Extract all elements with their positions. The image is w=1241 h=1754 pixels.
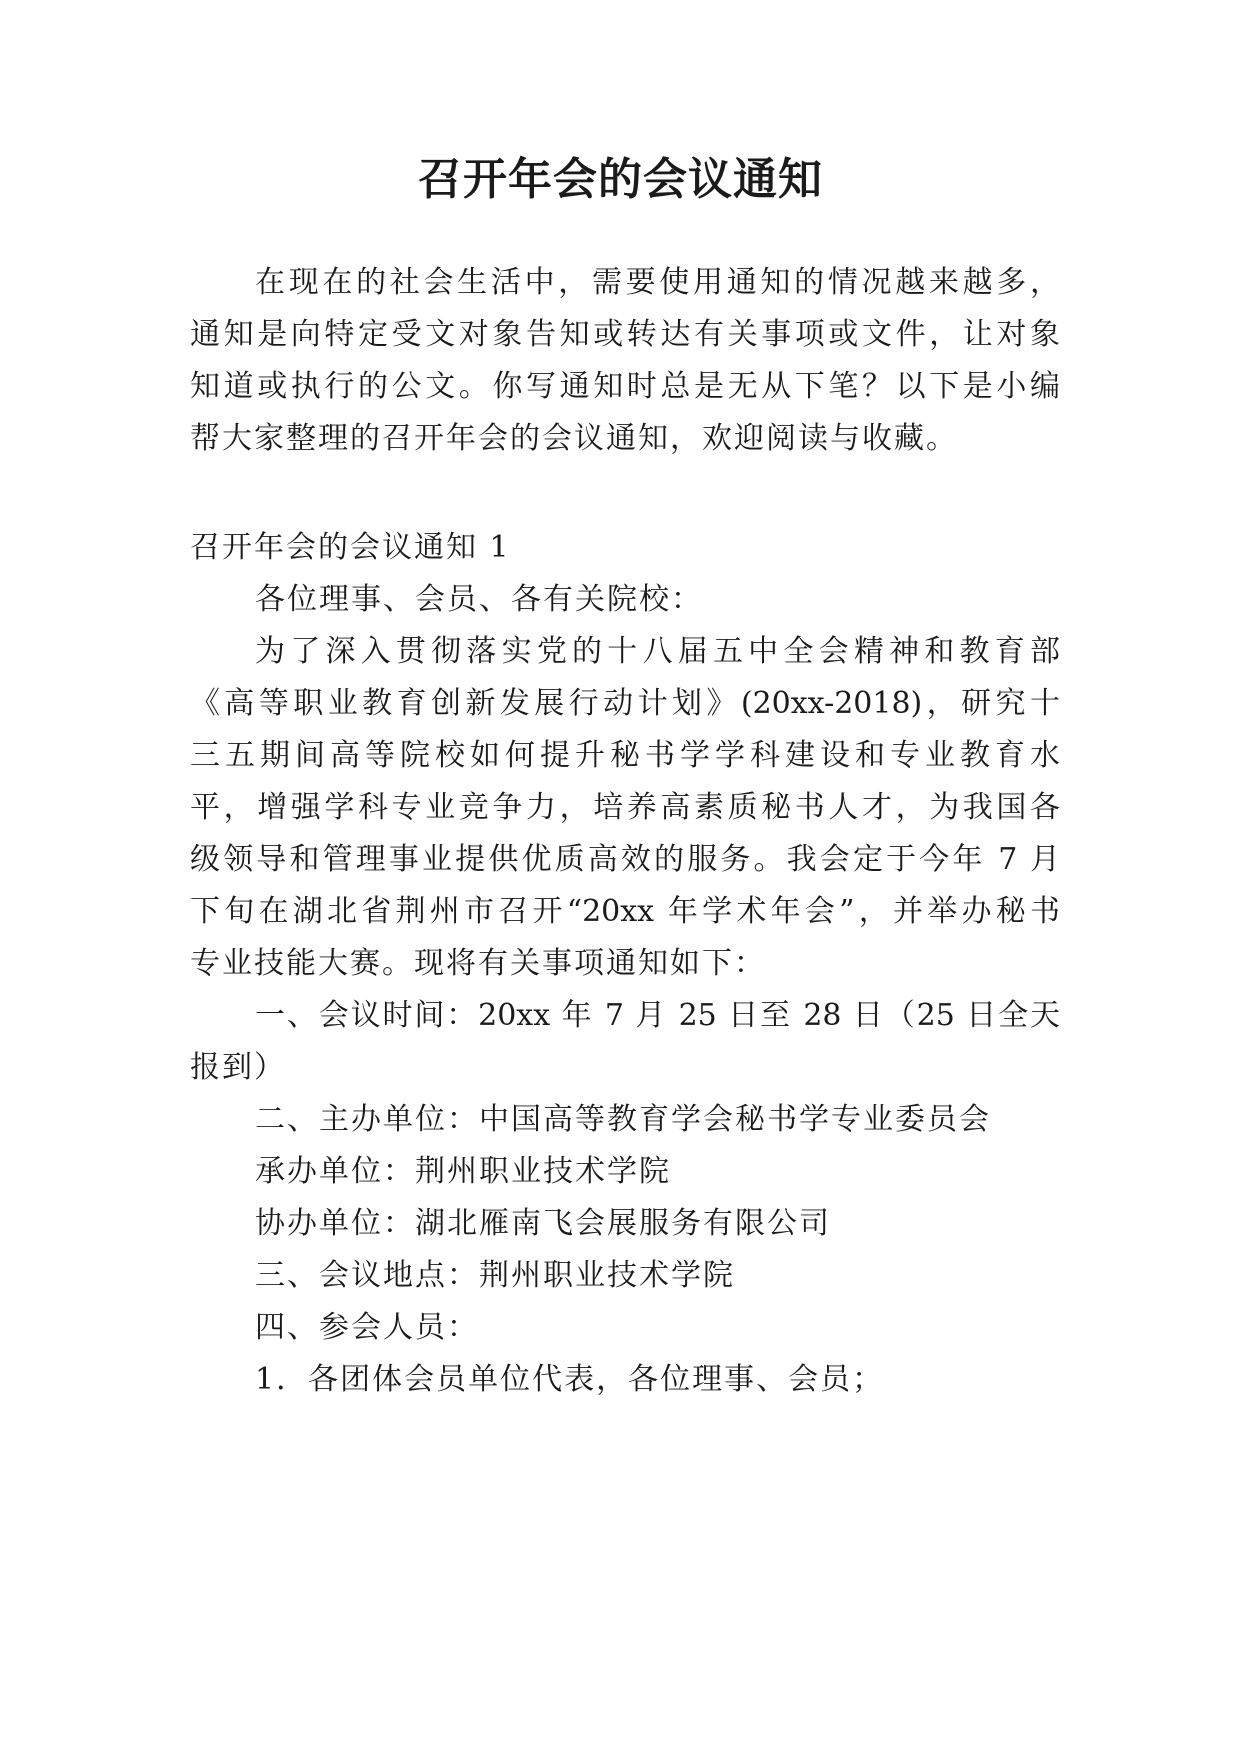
body-line: 为了深入贯彻落实党的十八届五中全会精神和教育部: [255, 634, 1060, 669]
item-host: 二、主办单位：中国高等教育学会秘书学专业委员会: [255, 1102, 991, 1137]
item-meeting-time: 一、会议时间：20xx 年 7 月 25 日至 28 日（25 日全天: [255, 998, 1060, 1033]
salutation: 各位理事、会员、各有关院校：: [255, 582, 703, 617]
intro-line: 在现在的社会生活中，需要使用通知的情况越来越多，: [255, 265, 1060, 300]
body-line: 下旬在湖北省荆州市召开“20xx 年学术年会”，并举办秘书: [190, 894, 1060, 929]
item-venue: 三、会议地点：荆州职业技术学院: [255, 1258, 735, 1293]
body-line: 级领导和管理事业提供优质高效的服务。我会定于今年 7 月: [190, 842, 1060, 877]
body-line: 《高等职业教育创新发展行动计划》(20xx-2018)，研究十: [190, 686, 1060, 721]
intro-line: 知道或执行的公文。你写通知时总是无从下笔？以下是小编: [190, 369, 1060, 404]
item-meeting-time-cont: 报到）: [190, 1050, 286, 1085]
item-attendees: 四、参会人员：: [255, 1310, 479, 1345]
section-heading: 召开年会的会议通知 1: [190, 530, 511, 565]
body-line: 专业技能大赛。现将有关事项通知如下：: [190, 946, 766, 981]
intro-line: 帮大家整理的召开年会的会议通知，欢迎阅读与收藏。: [190, 421, 958, 456]
body-line: 平，增强学科专业竞争力，培养高素质秘书人才，为我国各: [190, 790, 1060, 825]
document-title: 召开年会的会议通知: [418, 154, 823, 205]
attendee-item: 1．各团体会员单位代表，各位理事、会员；: [255, 1362, 885, 1397]
item-co-organizer: 协办单位：湖北雁南飞会展服务有限公司: [255, 1206, 831, 1241]
body-line: 三五期间高等院校如何提升秘书学学科建设和专业教育水: [190, 738, 1060, 773]
intro-line: 通知是向特定受文对象告知或转达有关事项或文件，让对象: [190, 317, 1060, 352]
item-organizer: 承办单位：荆州职业技术学院: [255, 1154, 671, 1189]
